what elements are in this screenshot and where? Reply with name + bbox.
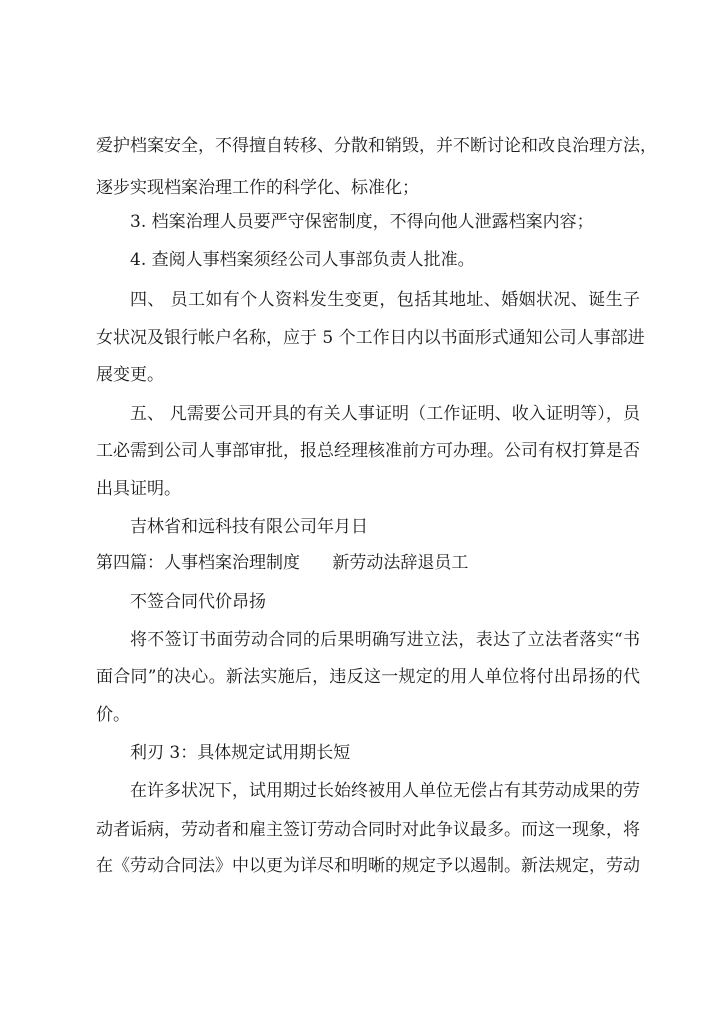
text-line: 吉林省和远科技有限公司年月日 [130,517,368,537]
text-line: 五、 凡需要公司开具的有关人事证明（工作证明、收入证明等），员 [130,404,640,424]
text-line: 不签合同代价昂扬 [130,592,266,612]
text-line: 将不签订书面劳动合同的后果明确写进立法，表达了立法者落实“书 [130,630,640,650]
text-line: 4. 查阅人事档案须经公司人事部负责人批准。 [130,250,475,270]
text-line: 工必需到公司人事部审批，报总经理核准前方可办理。公司有权打算是否 [96,441,640,461]
text-line: 动者诟病，劳动者和雇主签订劳动合同时对此争议最多。而这一现象，将 [96,820,640,840]
text-line: 在《劳动合同法》中以更为详尽和明晰的规定予以遏制。新法规定，劳动 [96,856,640,876]
text-line: 利刃 3：具体规定试用期长短 [130,743,351,763]
text-line: 3. 档案治理人员要严守保密制度，不得向他人泄露档案内容； [130,212,594,232]
text-line: 四、 员工如有个人资料发生变更，包括其地址、婚姻状况、诞生子 [130,290,640,310]
text-line: 出具证明。 [96,479,181,499]
section-heading: 第四篇：人事档案治理制度 新劳动法辞退员工 [96,553,469,573]
text-line: 面合同”的决心。新法实施后，违反这一规定的用人单位将付出昂扬的代 [96,667,640,687]
text-line: 展变更。 [96,365,164,385]
text-line: 价。 [96,705,130,725]
text-line: 在许多状况下，试用期过长始终被用人单位无偿占有其劳动成果的劳 [130,781,640,801]
text-line: 女状况及银行帐户名称，应于 5 个工作日内以书面形式通知公司人事部进 [96,328,645,348]
text-line: 爱护档案安全，不得擅自转移、分散和销毁，并不断讨论和改良治理方法， [96,136,657,156]
text-line: 逐步实现档案治理工作的科学化、标准化； [96,178,419,198]
